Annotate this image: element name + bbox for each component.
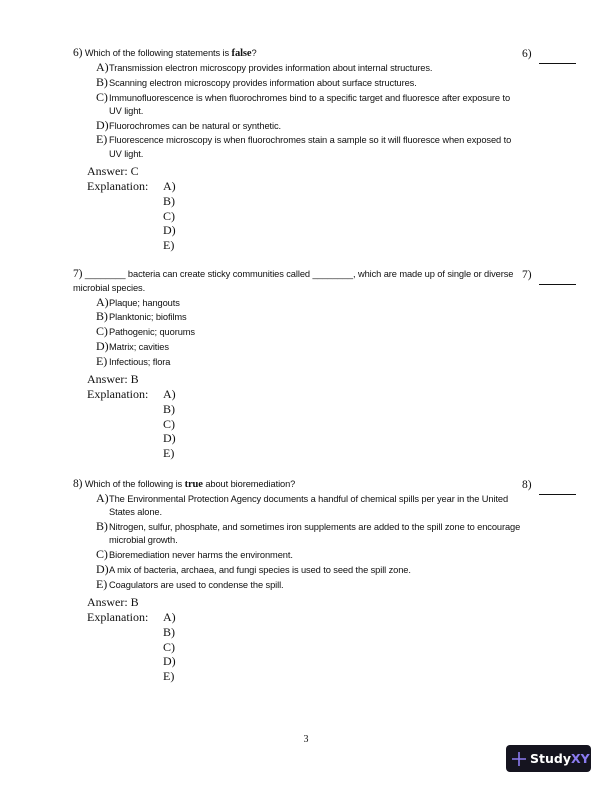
plus-icon [512,752,526,766]
explanation-option: D) [163,654,176,669]
answer-choice [73,294,523,310]
choice-letter: D) [96,338,109,353]
studyxy-badge[interactable] [506,745,591,772]
choice-text: A mix of bacteria, archaea, and fungi species is used to seed the spill zone. [109,564,411,575]
answer-blank[interactable] [539,494,576,495]
explanation-option: C) [163,416,175,431]
explanation-option: A) [163,179,176,194]
answer-choice [73,62,523,75]
explanation-label: Explanation: [87,179,149,194]
explanation-option: B) [163,401,175,416]
explanation [87,610,523,684]
explanation-option: C) [163,208,175,223]
question-text-pre: Which of the following statements is [84,48,232,58]
explanation-option: E) [163,669,175,684]
explanation [87,387,523,461]
answer-key: Answer: B [87,595,139,610]
answer-choice [73,576,523,592]
question-text-post: ? [251,48,257,58]
answer-choice [73,561,523,577]
choice-text: Infectious; flora [109,356,171,367]
choice-text: Transmission electron microscopy provides information about internal structures. [109,63,433,73]
answer-key: Answer: B [87,371,139,386]
choice-text: Plaque; hangouts [109,297,180,308]
explanation-option: B) [163,624,175,639]
choice-text: Coagulators are used to condense the spill. [109,579,284,590]
explanation-option: C) [163,639,175,654]
answer-choice [73,311,523,324]
page-number: 3 [303,734,309,745]
choice-letter: C) [96,89,108,104]
explanation-option: D) [163,223,176,238]
answer-choice [73,353,523,369]
question-6 [73,47,523,253]
question-text [73,478,523,492]
badge-brand [530,751,590,766]
choice-letter: C) [96,324,108,339]
question-7 [73,268,523,461]
side-question-number: 7) [522,269,532,281]
choice-text: Bioremediation never harms the environment. [109,550,293,561]
question-text [73,47,523,61]
badge-text-accent: XY [570,751,590,766]
badge-text-main: Study [530,751,571,766]
choice-text: Fluorochromes can be natural or synthetic. [109,120,282,131]
explanation-option: A) [163,610,176,625]
choice-text: Immunofluorescence is when fluorochromes bind to a specific target and fluoresce after exposure to UV light. [109,92,511,116]
question-text-pre: Which of the following is [84,479,185,489]
choice-letter: D) [96,561,109,576]
question-number: 8) [73,478,83,490]
choice-text: Nitrogen, sulfur, phosphate, and sometimes iron supplements are added to the spill zone to encourage microbial growth. [109,522,521,546]
choice-text: The Environmental Protection Agency documents a handful of chemical spills per year in the United States alone. [109,494,509,518]
choice-text: Planktonic; biofilms [109,312,187,323]
choice-letter: B) [96,519,108,534]
answer-choice [73,493,523,520]
choice-letter: D) [96,117,109,132]
question-number: 6) [73,47,83,59]
answer-choice [73,89,523,119]
choice-letter: A) [96,294,109,309]
question-number: 7) [73,268,83,280]
choice-letter: B) [96,309,108,324]
answer-choice [73,117,523,133]
explanation [87,179,523,253]
answer-blank[interactable] [539,284,576,285]
answer-choice [73,338,523,354]
choice-letter: E) [96,132,108,147]
explanation-label: Explanation: [87,610,149,625]
side-question-number: 6) [522,48,532,60]
choice-letter: A) [96,60,109,74]
choice-letter: B) [96,74,108,89]
explanation-option: E) [163,446,175,461]
side-question-number: 8) [522,479,532,491]
choice-text: Pathogenic; quorums [109,327,195,338]
choice-letter: A) [96,491,109,505]
choice-letter: E) [96,576,108,591]
choice-letter: C) [96,547,108,562]
explanation-label: Explanation: [87,386,149,401]
explanation-option: E) [163,238,175,253]
answer-key: Answer: C [87,164,139,179]
answer-choice [73,326,523,339]
answer-choice [73,549,523,562]
choice-letter: E) [96,353,108,368]
question-text-pre: ________ bacteria can create sticky communities called ________, which are made up of single or diverse microbial species. [73,269,514,293]
answer-blank[interactable] [539,63,576,64]
answer-choice [73,521,523,548]
explanation-option: D) [163,431,176,446]
choice-text: Fluorescence microscopy is when fluorochromes stain a sample so it will fluoresce when exposed to UV light. [109,135,512,159]
explanation-option: B) [163,193,175,208]
question-text-emphasis: true [184,479,203,490]
choice-text: Matrix; cavities [109,341,169,352]
question-text-post: about bioremediation? [202,479,296,489]
choice-text: Scanning electron microscopy provides information about surface structures. [109,77,417,88]
question-text-emphasis: false [231,48,252,59]
answer-choice [73,74,523,90]
explanation-option: A) [163,386,176,401]
answer-choice [73,134,523,161]
question-8 [73,478,523,684]
question-text [73,268,523,295]
